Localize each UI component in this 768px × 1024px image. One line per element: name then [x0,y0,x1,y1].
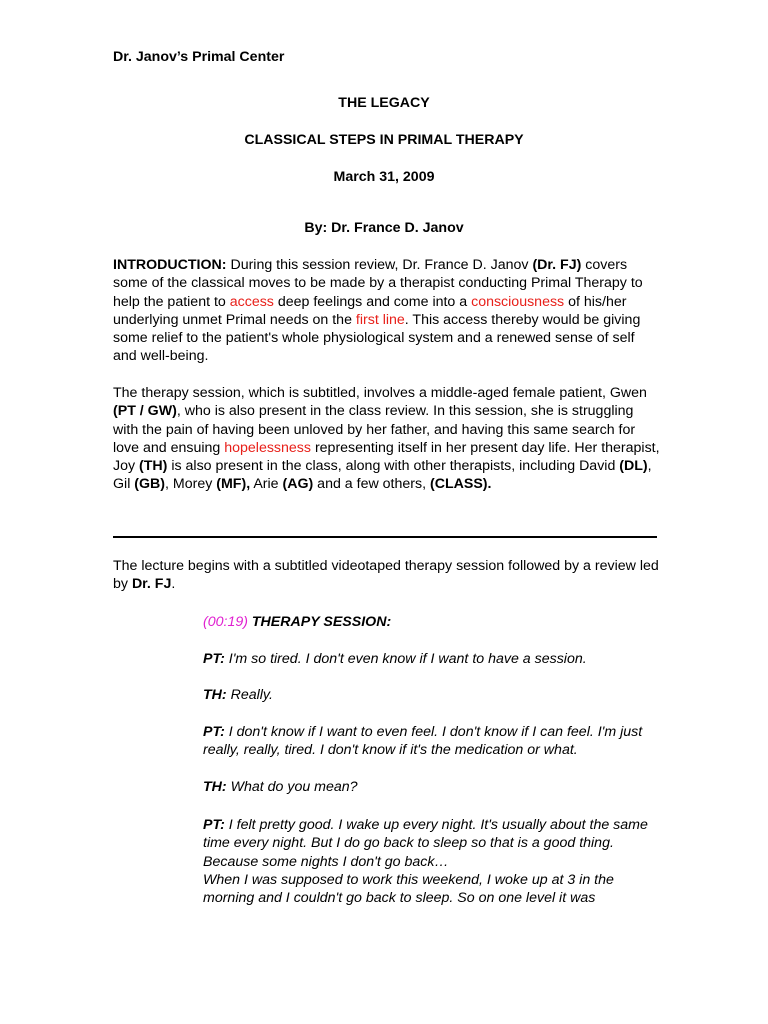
doc-subtitle: CLASSICAL STEPS IN PRIMAL THERAPY [244,132,524,148]
desc-text-6: , Morey [165,476,217,493]
term-hopelessness: hopelessness [224,439,311,456]
utterance: I felt pretty good. I wake up every night. It's usually about the same time every night. But I do go back to sleep so that is a good thing. Because some nights I don't go back… [203,817,648,870]
desc-text-4: is also present in the class, along with other therapists, including David [167,458,620,475]
speaker-label: TH: [203,779,227,795]
intro-label: INTRODUCTION: [113,257,227,273]
utterance: I don't know if I want to even feel. I don't know if I can feel. I'm just really, really, tired. I don't know if it's the medication or what. [203,724,643,759]
transcript-line [203,778,663,796]
transcript-line [203,816,663,907]
session-description-paragraph [113,384,661,494]
utterance: What do you mean? [226,779,358,795]
lecture-text-1: The lecture begins with a subtitled videotaped therapy session followed by a review led by [113,558,659,593]
utterance: Really. [226,687,273,703]
doc-title: THE LEGACY [338,95,430,111]
intro-text-3: deep feelings and come into a [273,293,472,310]
desc-ag: (AG) [282,476,314,493]
intro-fj: (Dr. FJ) [532,257,582,273]
term-access: access [229,293,274,310]
term-first-line: first line [355,311,405,328]
lecture-text-2: . [171,576,176,593]
term-consciousness: consciousness [471,293,565,310]
speaker-label: PT: [203,817,225,833]
introduction-paragraph [113,256,661,366]
session-heading [203,613,663,631]
lecture-paragraph [113,557,661,594]
horizontal-divider [113,536,657,538]
desc-mf: (MF), [216,476,251,493]
speaker-label: TH: [203,687,227,703]
desc-text-7: Arie [250,476,283,493]
center-name: Dr. Janov’s Primal Center [113,49,285,65]
doc-date: March 31, 2009 [333,169,435,185]
desc-th: (TH) [139,458,168,475]
intro-text-5: . This access thereby would be giving some relief to the patient's whole physiological system and a renewed sense of self and well-being. [113,311,641,365]
transcript-line [203,686,663,704]
desc-dl: (DL) [619,458,648,475]
transcript-line [203,650,663,668]
doc-byline: By: Dr. France D. Janov [304,220,464,236]
intro-text-1: During this session review, Dr. France D. Janov [226,257,533,273]
lecture-fj: Dr. FJ [131,576,172,593]
session-timestamp: (00:19) [203,614,248,630]
desc-text-5: , Gil [113,458,652,493]
transcript-line [203,723,663,760]
desc-text-3: representing itself in her present day life. Her therapist, Joy [113,439,660,475]
intro-text-4: of his/her underlying unmet Primal needs on the [113,293,627,328]
utterance: I'm so tired. I don't even know if I want to have a session. [224,651,587,667]
session-heading-label: THERAPY SESSION: [247,614,392,630]
utterance-continuation: When I was supposed to work this weekend, I woke up at 3 in the morning and I couldn't go back to sleep. So on one level it was [203,871,614,907]
speaker-label: PT: [203,651,225,667]
desc-gb: (GB) [134,476,166,493]
desc-text-1: The therapy session, which is subtitled, involves a middle-aged female patient, Gwen [113,385,647,401]
speaker-label: PT: [203,724,225,740]
desc-class: (CLASS). [429,476,492,493]
desc-ptgw: (PT / GW) [113,403,177,420]
intro-text-2: covers some of the classical moves to be made by a therapist conducting Primal Therapy to help the patient to [113,257,643,310]
desc-text-8: and a few others, [313,476,430,493]
desc-text-2: , who is also present in the class review. In this session, she is struggling with the pain of having been unloved by her father, and having this same search for love and ensuing [113,403,636,456]
